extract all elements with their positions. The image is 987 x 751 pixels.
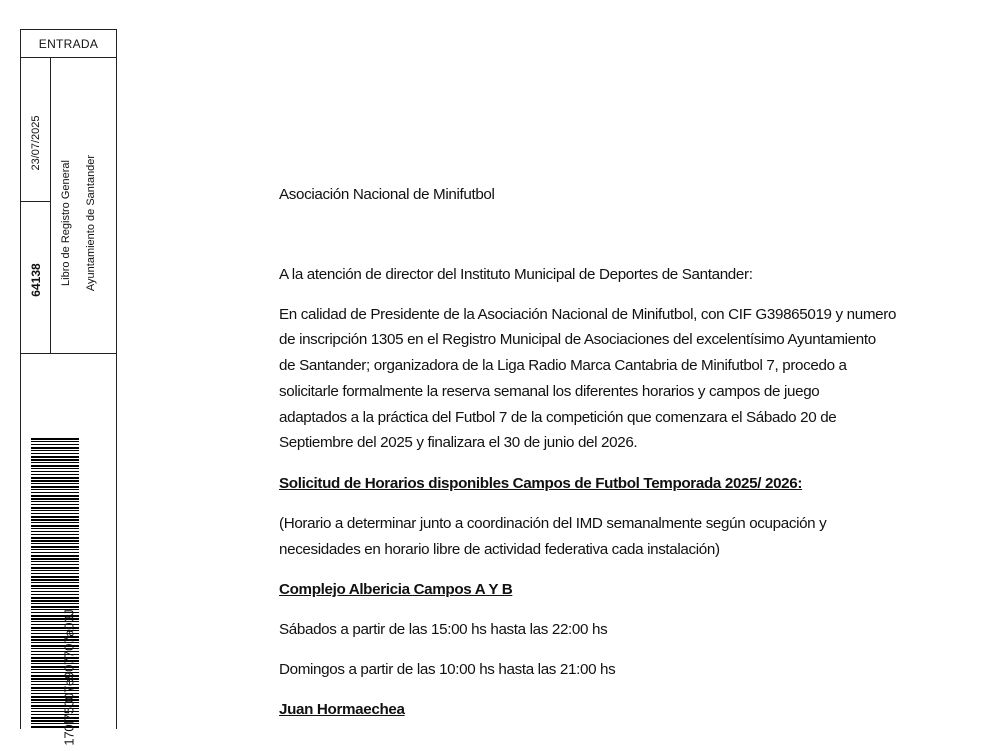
barcode-bar (31, 486, 79, 488)
venue-heading: Juan Hormaechea (279, 701, 405, 718)
barcode-bar (31, 489, 79, 490)
barcode-bar (31, 552, 79, 553)
barcode-bar (31, 504, 79, 505)
stamp-date: 23/07/2025 (30, 115, 42, 171)
stamp-divider (21, 353, 116, 354)
paragraph-line: adaptados a la práctica del Futbol 7 de la competición que comenzara el Sábado 20 de (279, 409, 837, 426)
barcode-bar (31, 510, 79, 511)
barcode-text: 170f75007e907707a03J (61, 609, 77, 746)
barcode-bar (31, 519, 79, 521)
stamp-book-line2: Ayuntamiento de Santander (85, 154, 97, 292)
barcode-bar (31, 450, 79, 451)
barcode-bar (31, 513, 79, 514)
venue-schedule-saturday: Sábados a partir de las 15:00 hs hasta las 22:00 hs (279, 621, 608, 638)
barcode-bar (31, 558, 79, 560)
barcode-bar (31, 555, 79, 557)
barcode-bar (31, 573, 79, 574)
barcode-bar (31, 567, 79, 569)
barcode-bar (31, 537, 79, 539)
barcode-bar (31, 576, 79, 578)
paragraph-line: En calidad de Presidente de la Asociación Nacional de Minifutbol, con CIF G39865019 y numero (279, 306, 897, 323)
barcode-bar (31, 546, 79, 548)
barcode-bar (31, 600, 79, 602)
letter-sender: Asociación Nacional de Minifutbol (279, 186, 495, 203)
paragraph-line: solicitarle formalmente la reserva semanal los diferentes horarios y campos de juego (279, 383, 820, 400)
barcode-bar (31, 561, 79, 562)
barcode-bar (31, 528, 79, 529)
barcode-bar (31, 549, 79, 550)
barcode-bar (31, 534, 79, 535)
venue-schedule-sunday: Domingos a partir de las 10:00 hs hasta las 21:00 hs (279, 661, 616, 678)
barcode-bar (31, 456, 79, 458)
paragraph-line: de Santander; organizadora de la Liga Radio Marca Cantabria de Minifutbol 7, procedo a (279, 357, 847, 374)
note-line: (Horario a determinar junto a coordinación del IMD semanalmente según ocupación y (279, 515, 827, 532)
barcode-bar (31, 471, 79, 472)
barcode-bar (31, 501, 79, 502)
barcode-bar (31, 459, 79, 461)
barcode-bar (31, 594, 79, 595)
barcode-bar (31, 531, 79, 532)
barcode-bar (31, 522, 79, 523)
stamp-register-number: 64138 (29, 263, 43, 297)
barcode-bar (31, 543, 79, 544)
barcode-bar (31, 495, 79, 497)
barcode-bar (31, 588, 79, 589)
barcode-bar (31, 483, 79, 484)
barcode-bar (31, 444, 79, 445)
barcode-bar (31, 564, 79, 565)
barcode-bar (31, 579, 79, 581)
barcode-bar (31, 492, 79, 493)
paragraph-line: Septiembre del 2025 y finalizara el 30 de junio del 2026. (279, 434, 638, 451)
barcode-bar (31, 465, 79, 467)
barcode-bar (31, 447, 79, 449)
stamp-divider (21, 201, 50, 202)
barcode-bar (31, 582, 79, 583)
stamp-header: ENTRADA (21, 30, 116, 58)
barcode-bar (31, 498, 79, 500)
stamp-book-label (54, 138, 104, 308)
letter-salutation: A la atención de director del Instituto Municipal de Deportes de Santander: (279, 266, 753, 283)
barcode-bar (31, 480, 79, 482)
barcode-bar (31, 585, 79, 587)
barcode-bar (31, 474, 79, 475)
barcode-bar (31, 507, 79, 509)
registration-stamp (20, 29, 117, 746)
barcode-bar (31, 591, 79, 592)
barcode-bar (31, 453, 79, 454)
barcode-bar (31, 570, 79, 571)
barcode-bar (31, 477, 79, 479)
stamp-divider (50, 58, 51, 353)
venue-heading: Complejo Albericia Campos A Y B (279, 581, 513, 598)
barcode-bar (31, 516, 79, 518)
paragraph-line: de inscripción 1305 en el Registro Municipal de Asociaciones del excelentísimo Ayuntamiento (279, 331, 876, 348)
barcode-bar (31, 462, 79, 463)
barcode-bar (31, 540, 79, 542)
barcode-bar (31, 597, 79, 599)
note-line: necesidades en horario libre de actividad federativa cada instalación) (279, 541, 720, 558)
barcode-bar (31, 438, 79, 440)
barcode-bar (31, 525, 79, 527)
barcode-bar (31, 441, 79, 442)
barcode-bar (31, 468, 79, 469)
stamp-book-line1: Libro de Registro General (60, 160, 72, 286)
request-heading: Solicitud de Horarios disponibles Campos de Futbol Temporada 2025/ 2026: (279, 475, 803, 492)
